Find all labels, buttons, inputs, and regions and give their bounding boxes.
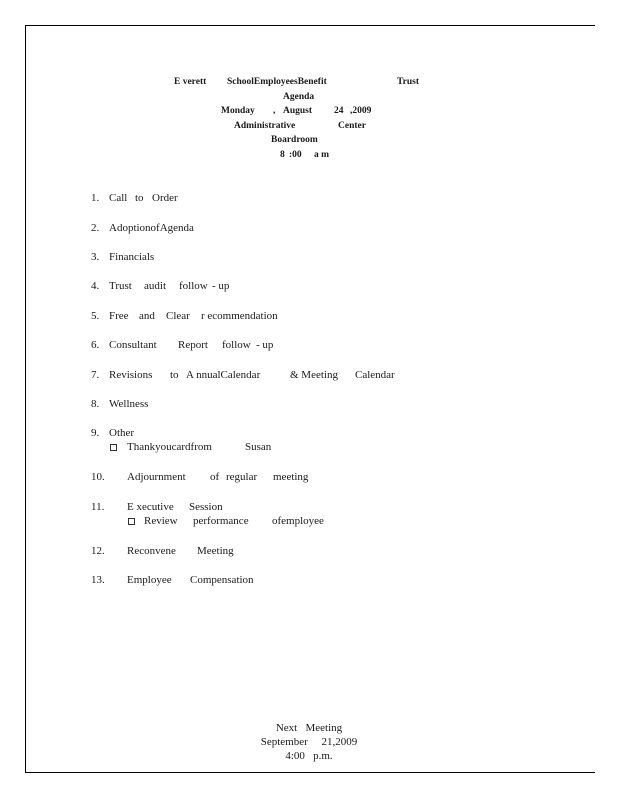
- checkbox-bullet-icon: [128, 518, 135, 525]
- item-text: follow: [222, 339, 251, 351]
- header-room: Boardroom: [271, 135, 318, 145]
- header-org-trust: Trust: [397, 77, 419, 87]
- item-text: Calendar: [355, 369, 395, 381]
- item-number: 3.: [91, 251, 100, 263]
- item-text: regular: [226, 471, 258, 483]
- item-number: 1.: [91, 192, 100, 204]
- subitem-text: Thankyoucardfrom: [127, 441, 212, 453]
- header-org-name: SchoolEmployeesBenefit: [227, 77, 327, 87]
- item-number: 2.: [91, 222, 100, 234]
- item-text: to: [135, 192, 144, 204]
- item-text: Session: [189, 501, 223, 513]
- header-room-line: [0, 133, 618, 148]
- item-text: follow: [179, 280, 208, 292]
- header-minutes: :00: [289, 149, 302, 160]
- item-text: AdoptionofAgenda: [109, 222, 194, 234]
- item-number: 13.: [91, 574, 105, 586]
- header-title-line: [0, 75, 618, 90]
- next-meeting-date: September 21,2009: [260, 736, 358, 748]
- item-text: of: [210, 471, 220, 483]
- header-month: August: [283, 106, 313, 116]
- item-text: to: [170, 369, 179, 381]
- item-number: 7.: [91, 369, 100, 381]
- item-text: Consultant: [109, 339, 157, 351]
- item-text: Report: [178, 339, 208, 351]
- header-ampm: a m: [314, 149, 330, 160]
- header-center: Center: [338, 120, 366, 131]
- item-text: Compensation: [190, 574, 254, 586]
- item-text: Revisions: [109, 369, 153, 381]
- item-text: E xecutive: [127, 501, 174, 513]
- item-number: 11.: [91, 501, 105, 513]
- item-text: Trust: [109, 280, 132, 292]
- item-text: Employee: [127, 574, 172, 586]
- item-text: Other: [109, 427, 135, 439]
- next-meeting-label: Next Meeting: [275, 722, 343, 734]
- header-building: Administrative: [234, 120, 296, 131]
- header-comma: ,: [273, 106, 276, 116]
- item-number: 10.: [91, 471, 105, 483]
- item-number: 8.: [91, 398, 100, 410]
- item-text: Financials: [109, 251, 155, 263]
- header-org-first: E verett: [174, 77, 207, 87]
- header-year: ,2009: [350, 106, 372, 116]
- item-number: 12.: [91, 545, 105, 557]
- item-text: audit: [144, 280, 166, 292]
- header-agenda-line: [0, 90, 618, 105]
- item-text: A nnualCalendar: [186, 369, 261, 381]
- item-text: & Meeting: [290, 369, 338, 381]
- item-number: 9.: [91, 427, 100, 439]
- subitem-text: ofemployee: [272, 515, 324, 527]
- subitem-text: Susan: [245, 441, 272, 453]
- item-text: and: [139, 310, 155, 322]
- next-meeting-time: 4:00 p.m.: [285, 750, 333, 762]
- header-date-line: [0, 104, 618, 119]
- subitem-text: Review: [144, 515, 178, 527]
- item-number: 5.: [91, 310, 100, 322]
- header-location-line: [0, 119, 618, 134]
- item-text: Adjournment: [127, 471, 186, 483]
- item-number: 4.: [91, 280, 100, 292]
- checkbox-bullet-icon: [110, 444, 117, 451]
- item-text: r ecommendation: [201, 310, 278, 322]
- header-day-number: 24: [334, 106, 344, 116]
- item-text: Order: [152, 192, 178, 204]
- item-text: Free: [109, 310, 129, 322]
- subitem-text: performance: [193, 515, 249, 527]
- header-hour: 8: [280, 149, 285, 160]
- document-header: [0, 75, 618, 162]
- item-text: Call: [109, 192, 128, 204]
- item-text: Reconvene: [127, 545, 176, 557]
- item-text: - up: [256, 339, 274, 351]
- item-text: Wellness: [109, 398, 149, 410]
- item-text: Meeting: [197, 545, 234, 557]
- item-text: Clear: [166, 310, 190, 322]
- next-meeting-footer: [0, 721, 618, 763]
- header-time-line: [0, 148, 618, 163]
- header-agenda: Agenda: [283, 91, 315, 102]
- header-day: Monday: [221, 106, 255, 116]
- item-text: meeting: [273, 471, 309, 483]
- item-text: - up: [212, 280, 230, 292]
- item-number: 6.: [91, 339, 100, 351]
